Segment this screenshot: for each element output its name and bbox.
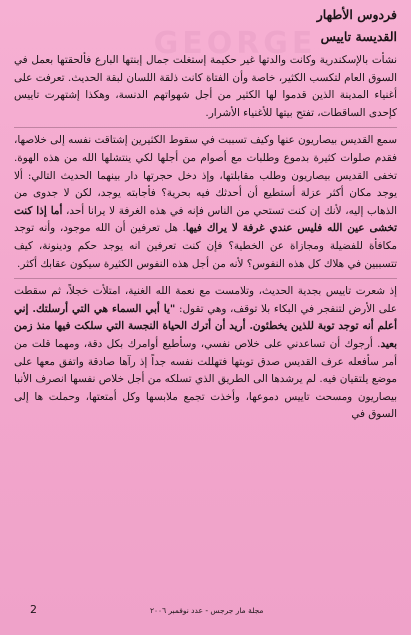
text-run: . أرجوك أن تساعدني على خلاص نفسي، وسأطيع أوامرك بكل دقة، ومهما قلت من أمر سأفعله عرف القديس صدق توبتها فتهللت نفسه جداً إذ رآها صادقة واتفق معها على موضع يلتقيان فيه. لم يرشدها الى الطريق الذي تسلكه من أجل خلاص نفسها انصرف الأنبا بيصاريون ومسحت تاييس دموعها، وأخذت تجمع ملابسها وكل أمتعتها، وحملت ها إلى السوق في	[14, 337, 397, 421]
paragraph	[14, 283, 397, 424]
paragraph	[14, 132, 397, 273]
section-title: فردوس الأطهار	[316, 7, 397, 22]
footer-publication: مجلة مار جرجس - عدد نوفمبر ٢٠٠٦	[150, 606, 264, 615]
text-run: نشأت بالإسكندرية وكانت والدتها غير حكيمة إستغلت جمال إبنتها البارع فألحقتها بعمل في السوق العام لتكسب الكثير، خاصة وأن الفتاة كانت ذلقة اللسان لبقة الحديث. تعرفت على أغنياء المدينة الذين قدموا لها الكثير من أجل شهواتهم الدنسة، وهكذا إشتهرت تاييس كإحدى الساقطات، تفتح بيتها للأغنياء الأشرار.	[14, 54, 397, 119]
text-run: . هل تعرفين أن الله موجود، وأنه توجد مكافأة للفضيلة ومجازاة عن الخطية؟ فإن كنت تعرفين انه يوجد حكم ودينونة، كيف تتسببين في هلاك كل هذه النفوس؟ لأنه من أجل هذه النفوس الكثيرة سيكون عقابك أكثر.	[14, 222, 397, 270]
paragraph-divider	[14, 127, 397, 128]
emphasized-text: "يا أبي السماء هي التي أرسلتك. إني أعلم أنه توجد توبة للذين يخطئون. أريد أن أترك الحياة النجسة التي سلكت فيها منذ زمن بعيد	[14, 302, 397, 350]
article-body	[14, 52, 397, 424]
watermark: GEORGE	[153, 26, 317, 61]
emphasized-text: أما إذا كنت تخشى عين الله فليس عندي غرفة لا يراك فيها	[14, 204, 397, 235]
paragraph	[14, 52, 397, 122]
text-run: سمع القديس بيصاريون عنها وكيف تسببت في سقوط الكثيرين إشتاقت نفسه إلى خلاصها، فقدم صلوات كثيرة بدموع وطلبات مع أصوام من أجلها لكي ينتشلها الله من هذه الهوة. تخفى القديس بيصاريون وطلب مقابلتها، وإذ دخل حجرتها دار بينهما الحديث التالي: ألا يوجد مكان أكثر عزلة أستطيع أن أحدثك فيه بحرية؟ فأجابته يوجد، لكن لا جدوى من الذهاب إليه، لأنك إن كنت تستحي من الناس فإنه في هذه الغرفة لا يرانا أحد،	[14, 134, 397, 217]
paragraph-divider	[14, 278, 397, 279]
page-footer	[0, 603, 411, 623]
article-title: القديسة تاييس	[320, 29, 397, 44]
page-number: 2	[30, 603, 37, 616]
article	[14, 6, 397, 429]
text-run: إذ شعرت تاييس بجدية الحديث، وتلامست مع نعمة الله الغنية، امتلأت خجلاً، ثم سقطت على الأرض لتنفجر في البكاء بلا توقف، وهي تقول:	[14, 285, 397, 315]
